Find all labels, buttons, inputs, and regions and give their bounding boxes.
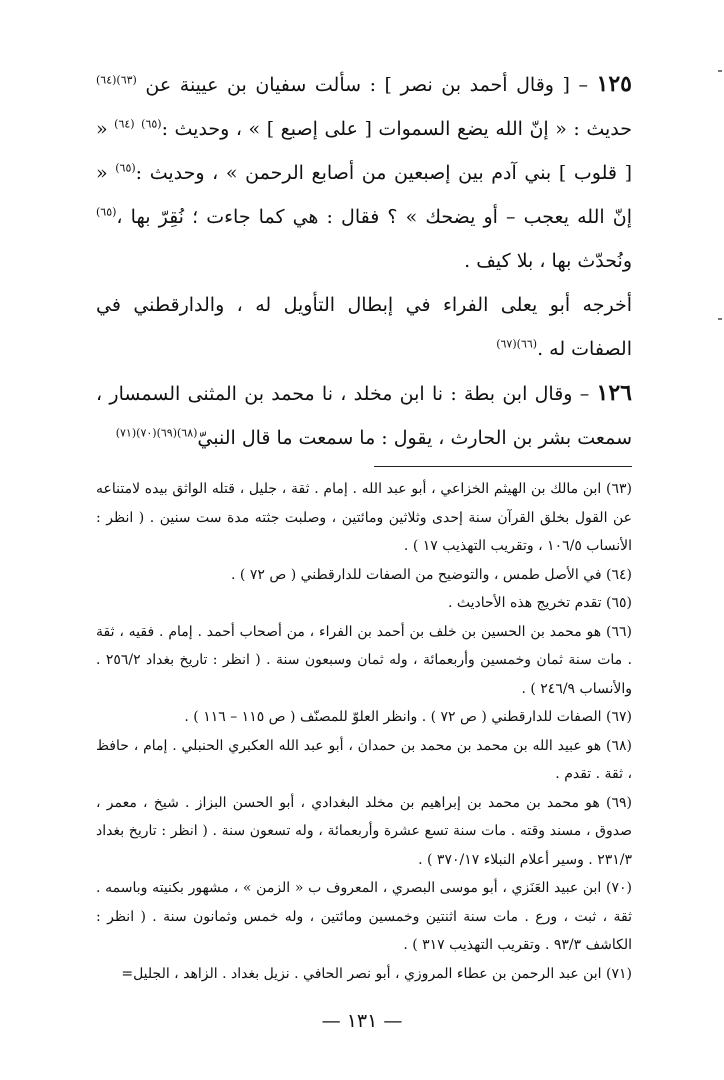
footnote-66: (٦٦) هو محمد بن الحسين بن خلف بن أحمد بن الفراء ، من أصحاب أحمد . إمام . فقيه ، ثقة . مات سنة ثمان وخمسين وأربعمائة ، وله ثمان وسبعون سنة . ( انظر : تاريخ بغداد ٢٥٦/٢ . والأنساب ٢٤٦/٩ ) . xyxy=(96,623,632,697)
text-line: « إنّ الله يعجب – أو يضحك » ؟ فقال : هي كما جاءت ؛ نُقِرّ بها ، xyxy=(96,162,632,228)
item-number: ١٢٦ xyxy=(596,380,632,406)
text-line: – [ وقال أحمد بن نصر ] : سألت سفيان بن عيينة عن xyxy=(145,74,588,96)
text-line: حديث : « إنّ الله يضع السموات [ على إصبع ] » ، وحديث : xyxy=(161,118,632,140)
paragraph-text: – وقال ابن بطة : نا ابن مخلد ، نا محمد بن المثنى السمسار ، سمعت بشر بن الحارث ، يقول : ما سمعت ما قال النبيّ xyxy=(96,383,632,449)
footnote-71: (٧١) ابن عبد الرحمن بن عطاء المروزي ، أبو نصر الحافي . نزيل بغداد . الزاهد ، الجليل= xyxy=(121,965,632,982)
footnote-69: (٦٩) هو محمد بن محمد بن إبراهيم بن مخلد البغدادي ، أبو الحسن البزاز . شيخ ، معمر ، صدوق ، مسند وقته . مات سنة تسع عشرة وأربعمائة ، وله تسعون سنة . ( انظر : تاريخ بغداد ٢٣١/٣ . وسير أعلام النبلاء ٣٧٠/١٧ ) . xyxy=(96,794,632,868)
text-line: « [ قلوب ] بني آدم بين إصبعين من أصابع الرحمن » ، وحديث : xyxy=(96,118,632,184)
scan-mark xyxy=(718,70,722,72)
footnote-67: (٦٧) الصفات للدارقطني ( ص ٧٢ ) . وانظر العلوّ للمصنّف ( ص ١١٥ – ١١٦ ) . xyxy=(184,709,632,725)
footnote-ref: (٦٤) xyxy=(96,73,117,87)
footnote-63: (٦٣) ابن مالك بن الهيثم الخزاعي ، أبو عبد الله . إمام . ثقة ، جليل ، قتله الواثق بيده لامتناعه عن القول بخلق القرآن سنة إحدى وثلاثين ومائتين ، وصلبت جثته مدة ست سنين . ( انظر : الأنساب ١٠٦/٥ ، وتقريب التهذيب ١٧ ) . xyxy=(96,481,632,554)
footnote-ref: (٦٩) xyxy=(156,426,177,440)
hadith-125 xyxy=(96,62,632,283)
footnote-70: (٧٠) ابن عبيد العَنَزي ، أبو موسى البصري ، المعروف ب « الزمن » ، مشهور بكنيته وباسمه . ثقة ، ثبت ، ورع . مات سنة اثنتين وخمسين ومائتين ، وله خمس وثمانون سنة . ( انظر : الكاشف ٩٣/٣ . وتقريب التهذيب ٣١٧ ) . xyxy=(96,880,632,953)
hadith-126 xyxy=(96,371,632,460)
footnote-ref: (٦٨) xyxy=(176,426,198,440)
footnote-ref: (٦٦) xyxy=(516,337,538,351)
footnote-64: (٦٤) في الأصل طمس ، والتوضيح من الصفات للدارقطني ( ص ٧٢ ) . xyxy=(231,566,632,583)
scan-mark xyxy=(718,318,722,320)
paragraph-text: أخرجه أبو يعلى الفراء في إبطال التأويل له ، والدارقطني في الصفات له . xyxy=(96,294,632,360)
main-text xyxy=(96,62,632,460)
footnote-ref: (٦٥) xyxy=(141,117,162,131)
footnote-ref: (٦٥) xyxy=(115,161,136,175)
footnotes xyxy=(96,475,632,988)
text-line: ونُحدّث بها ، بلا كيف . xyxy=(464,250,632,272)
paragraph-takhrij xyxy=(96,283,632,371)
footnote-68: (٦٨) هو عبيد الله بن محمد بن محمد بن حمدان ، أبو عبد الله العكبري الحنبلي . إمام ، حافظ ، ثقة . تقدم . xyxy=(96,737,632,782)
footnote-ref: (٦٣) xyxy=(116,73,137,87)
footnote-ref: (٧٠) xyxy=(136,426,157,440)
footnote-ref: (٦٥) xyxy=(96,205,117,219)
page-number: — ١٣١ — xyxy=(321,1010,403,1032)
footnote-65: (٦٥) تقدم تخريج هذه الأحاديث . xyxy=(447,595,632,611)
book-page xyxy=(96,62,632,988)
footnote-ref: (٦٧) xyxy=(496,337,517,351)
item-number: ١٢٥ xyxy=(596,71,632,97)
footnote-ref: (٧١) xyxy=(115,426,137,440)
footnote-ref: (٦٤) xyxy=(114,117,135,131)
footnote-divider xyxy=(374,466,632,467)
